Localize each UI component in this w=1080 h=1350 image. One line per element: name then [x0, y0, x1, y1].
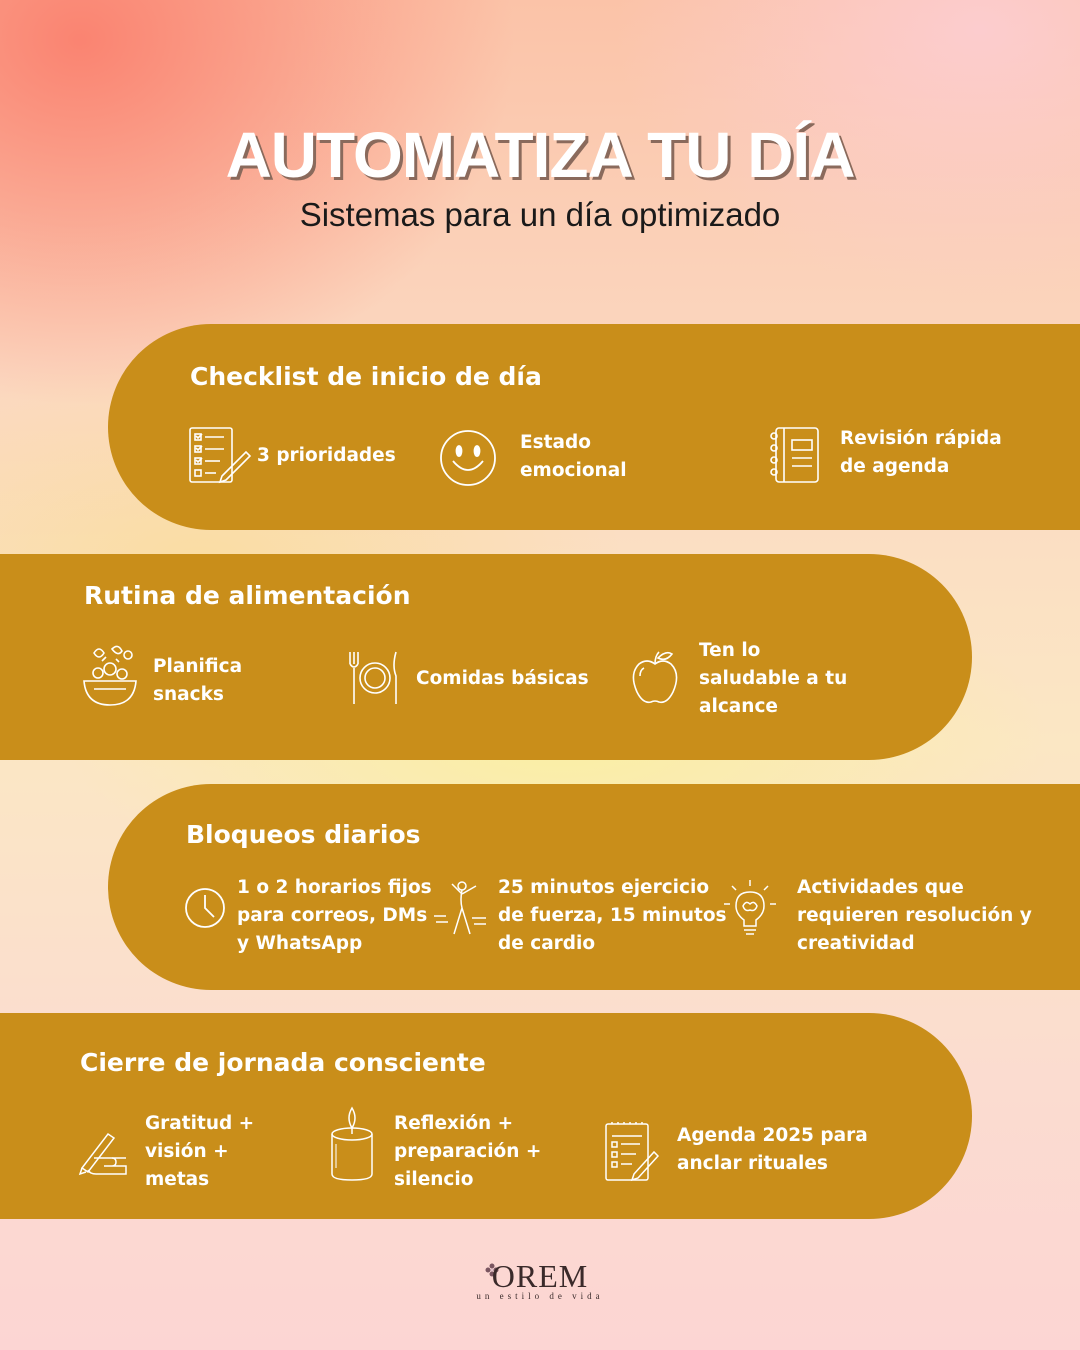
idea-bulb-brain-icon: [722, 878, 778, 938]
section-title: Bloqueos diarios: [186, 820, 421, 849]
item-text: Reflexión + preparación + silencio: [394, 1113, 542, 1190]
logo-tagline: un estilo de vida: [476, 1291, 604, 1301]
item-text: Agenda 2025 para anclar rituales: [677, 1125, 868, 1174]
plate-cutlery-icon: [346, 650, 402, 706]
item-text: 1 o 2 horarios fijos para correos, DMs y WhatsApp: [237, 877, 432, 954]
item-text: Gratitud + visión + metas: [145, 1113, 255, 1190]
item-text: Comidas básicas: [416, 668, 589, 689]
checklist-pencil-icon: [186, 426, 252, 484]
section-title: Cierre de jornada consciente: [80, 1048, 486, 1077]
brand-logo: [0, 1258, 1080, 1301]
notebook-icon: [766, 426, 822, 484]
page-subtitle: Sistemas para un día optimizado: [299, 196, 781, 233]
apple-icon: [630, 648, 680, 706]
section-title: Rutina de alimentación: [84, 581, 411, 610]
candle-icon: [328, 1104, 376, 1184]
logo-word: OREM: [491, 1258, 589, 1294]
stretching-person-icon: [432, 880, 488, 938]
item-text: 25 minutos ejercicio de fuerza, 15 minutos de cardio: [498, 877, 727, 954]
page-title: AUTOMATIZA TU DÍA: [225, 119, 855, 191]
snack-bowl-icon: [82, 643, 138, 709]
item-text: Actividades que requieren resolución y creatividad: [797, 877, 1032, 954]
item-text: Revisión rápida de agenda: [840, 428, 1002, 477]
item-text: Planifica snacks: [153, 656, 243, 705]
section-title: Checklist de inicio de día: [190, 362, 542, 391]
smiley-face-icon: [438, 428, 498, 488]
item-text: 3 prioridades: [257, 445, 396, 466]
item-text: Estado emocional: [520, 432, 627, 481]
writing-hand-icon: [78, 1128, 134, 1176]
agenda-list-icon: [602, 1120, 660, 1182]
item-text: Ten lo saludable a tu alcance: [699, 640, 848, 717]
clock-icon: [184, 887, 226, 929]
